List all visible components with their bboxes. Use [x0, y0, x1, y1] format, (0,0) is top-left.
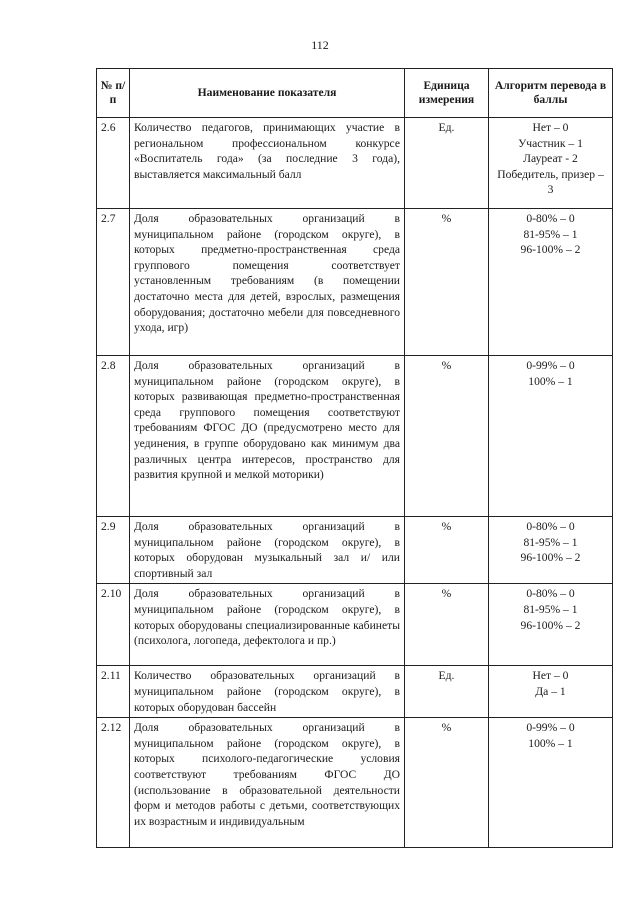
table-row — [97, 517, 613, 584]
indicators-table — [96, 68, 613, 848]
indicator-name: Доля образовательных организаций в муниципальном районе (городском округе), в которых предметно-пространственная среда группового помещения соответствует установленным требованиям (в помещении достаточно места для детей, взрослых, размещения оборудования; достаточно мебели для повседневного ухода, игр) — [130, 209, 405, 356]
table-row — [97, 718, 613, 848]
unit: % — [405, 356, 489, 517]
row-number: 2.6 — [97, 118, 130, 209]
header-algorithm: Алгоритм перевода в баллы — [489, 69, 613, 118]
table-header-row — [97, 69, 613, 118]
unit: % — [405, 517, 489, 584]
scoring-algorithm: Нет – 0 Да – 1 — [489, 666, 613, 718]
row-number: 2.9 — [97, 517, 130, 584]
header-unit: Единица измерения — [405, 69, 489, 118]
indicator-name: Доля образовательных организаций в муниципальном районе (городском округе), в которых оборудован музыкальный зал и/ или спортивный зал — [130, 517, 405, 584]
indicator-name: Доля образовательных организаций в муниципальном районе (городском округе), в которых психолого-педагогические условия соответствуют требованиям ФГОС ДО (использование в образовательной деятельности форм и методов работы с детьми, соответствующих их возрастным и индивидуальным — [130, 718, 405, 848]
scoring-algorithm: 0-80% – 0 81-95% – 1 96-100% – 2 — [489, 209, 613, 356]
unit: % — [405, 584, 489, 666]
table-row — [97, 666, 613, 718]
indicator-name: Доля образовательных организаций в муниципальном районе (городском округе), в которых развивающая предметно-пространственная среда группового помещения соответствуют требованиям ФГОС ДО (предусмотрено место для уединения, в группе оборудовано как минимум два различных центра интересов, пространство для развития крупной и мелкой моторики) — [130, 356, 405, 517]
row-number: 2.10 — [97, 584, 130, 666]
header-number: № п/п — [97, 69, 130, 118]
unit: Ед. — [405, 118, 489, 209]
table-row — [97, 356, 613, 517]
row-number: 2.8 — [97, 356, 130, 517]
scoring-algorithm: 0-80% – 0 81-95% – 1 96-100% – 2 — [489, 584, 613, 666]
row-number: 2.11 — [97, 666, 130, 718]
scoring-algorithm: 0-80% – 0 81-95% – 1 96-100% – 2 — [489, 517, 613, 584]
row-number: 2.12 — [97, 718, 130, 848]
unit: % — [405, 718, 489, 848]
scoring-algorithm: 0-99% – 0 100% – 1 — [489, 718, 613, 848]
row-number: 2.7 — [97, 209, 130, 356]
indicator-name: Количество образовательных организаций в муниципальном районе (городском округе), в которых оборудован бассейн — [130, 666, 405, 718]
page-number: 112 — [311, 38, 329, 52]
unit: % — [405, 209, 489, 356]
header-indicator-name: Наименование показателя — [130, 69, 405, 118]
scoring-algorithm: 0-99% – 0 100% – 1 — [489, 356, 613, 517]
unit: Ед. — [405, 666, 489, 718]
table-row — [97, 118, 613, 209]
scoring-algorithm: Нет – 0 Участник – 1 Лауреат - 2 Победитель, призер – 3 — [489, 118, 613, 209]
table-row — [97, 209, 613, 356]
indicator-name: Количество педагогов, принимающих участие в региональном профессиональном конкурсе «Воспитатель года» (за последние 3 года), выставляется максимальный балл — [130, 118, 405, 209]
indicator-name: Доля образовательных организаций в муниципальном районе (городском округе), в которых оборудованы специализированные кабинеты (психолога, логопеда, дефектолога и пр.) — [130, 584, 405, 666]
table-row — [97, 584, 613, 666]
